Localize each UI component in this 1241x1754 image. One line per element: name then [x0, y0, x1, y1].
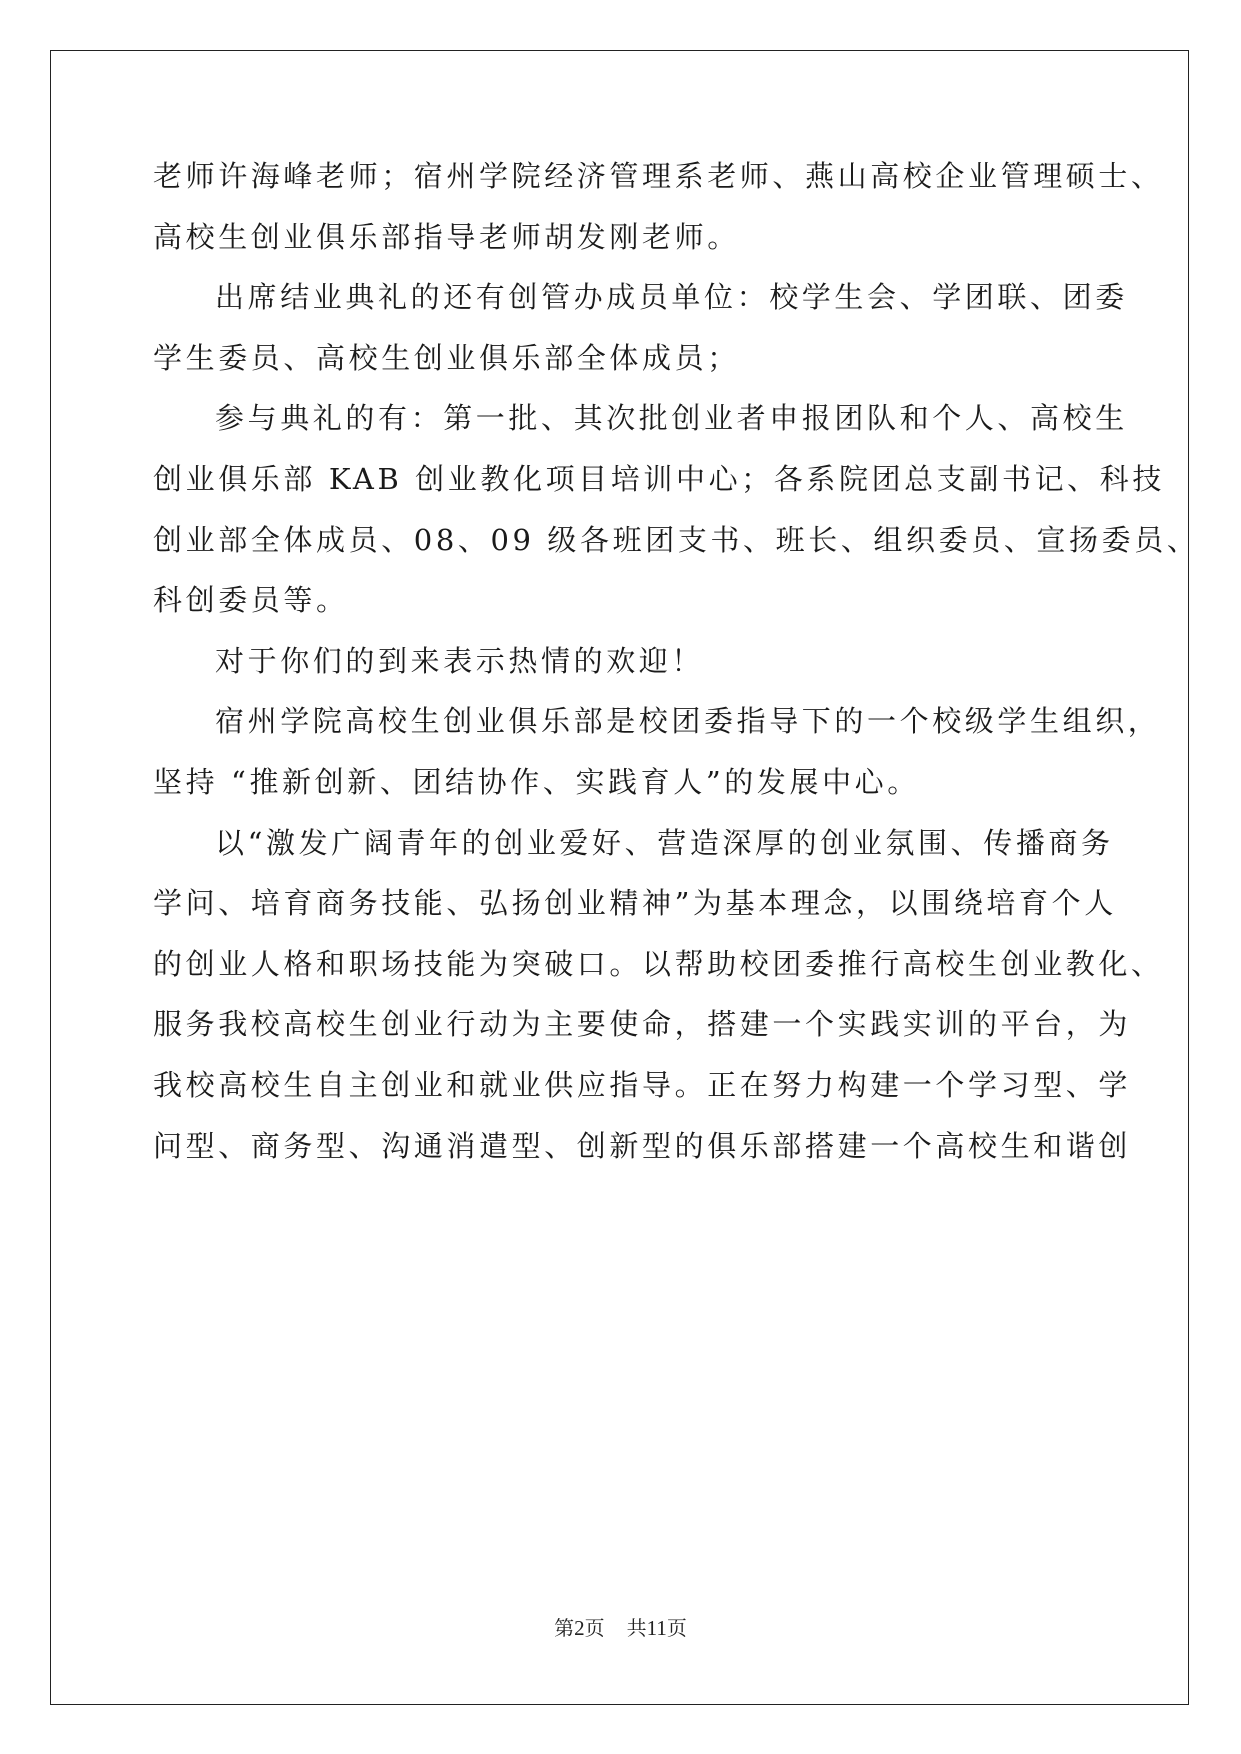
text-line: 坚持 “推新创新、团结协作、实践育人”的发展中心。 — [153, 764, 920, 799]
text-line: 学问、培育商务技能、弘扬创业精神”为基本理念，以围绕培育个人 — [153, 886, 1117, 921]
text-line: 服务我校高校生创业行动为主要使命，搭建一个实践实训的平台，为 — [153, 1007, 1132, 1042]
paragraph-first-line: 对于你们的到来表示热情的欢迎！ — [215, 643, 705, 678]
total-pages: 11 — [646, 1616, 667, 1640]
text-line: 学生委员、高校生创业俱乐部全体成员； — [153, 340, 740, 375]
page-number: 2 — [574, 1616, 585, 1640]
page-prefix: 第 — [554, 1618, 575, 1640]
text-line: 的创业人格和职场技能为突破口。以帮助校团委推行高校生创业教化、 — [153, 946, 1164, 981]
paragraph-first-line: 参与典礼的有：第一批、其次批创业者申报团队和个人、高校生 — [215, 401, 1128, 436]
paragraph-first-line: 宿州学院高校生创业俱乐部是校团委指导下的一个校级学生组织， — [215, 704, 1161, 739]
text-line: 老师许海峰老师；宿州学院经济管理系老师、燕山高校企业管理硕士、 — [153, 159, 1164, 193]
page-suffix: 页 — [584, 1618, 605, 1640]
document-body — [153, 146, 1200, 1176]
text-line: 创业俱乐部 KAB 创业教化项目培训中心；各系院团总支副书记、科技 — [153, 461, 1165, 496]
text-line: 高校生创业俱乐部指导老师胡发刚老师。 — [153, 219, 740, 254]
text-line: 问型、商务型、沟通消遣型、创新型的俱乐部搭建一个高校生和谐创 — [153, 1128, 1132, 1163]
paragraph-first-line: 以“激发广阔青年的创业爱好、营造深厚的创业氛围、传播商务 — [215, 825, 1114, 860]
paragraph-first-line: 出席结业典礼的还有创管办成员单位：校学生会、学团联、团委 — [215, 280, 1128, 315]
total-suffix: 页 — [666, 1618, 687, 1640]
text-line: 创业部全体成员、08、09 级各班团支书、班长、组织委员、宣扬委员、 — [153, 522, 1200, 557]
total-prefix: 共 — [626, 1618, 647, 1640]
text-line: 科创委员等。 — [153, 583, 349, 618]
text-line: 我校高校生自主创业和就业供应指导。正在努力构建一个学习型、学 — [153, 1067, 1132, 1102]
page-footer — [0, 1612, 1241, 1641]
